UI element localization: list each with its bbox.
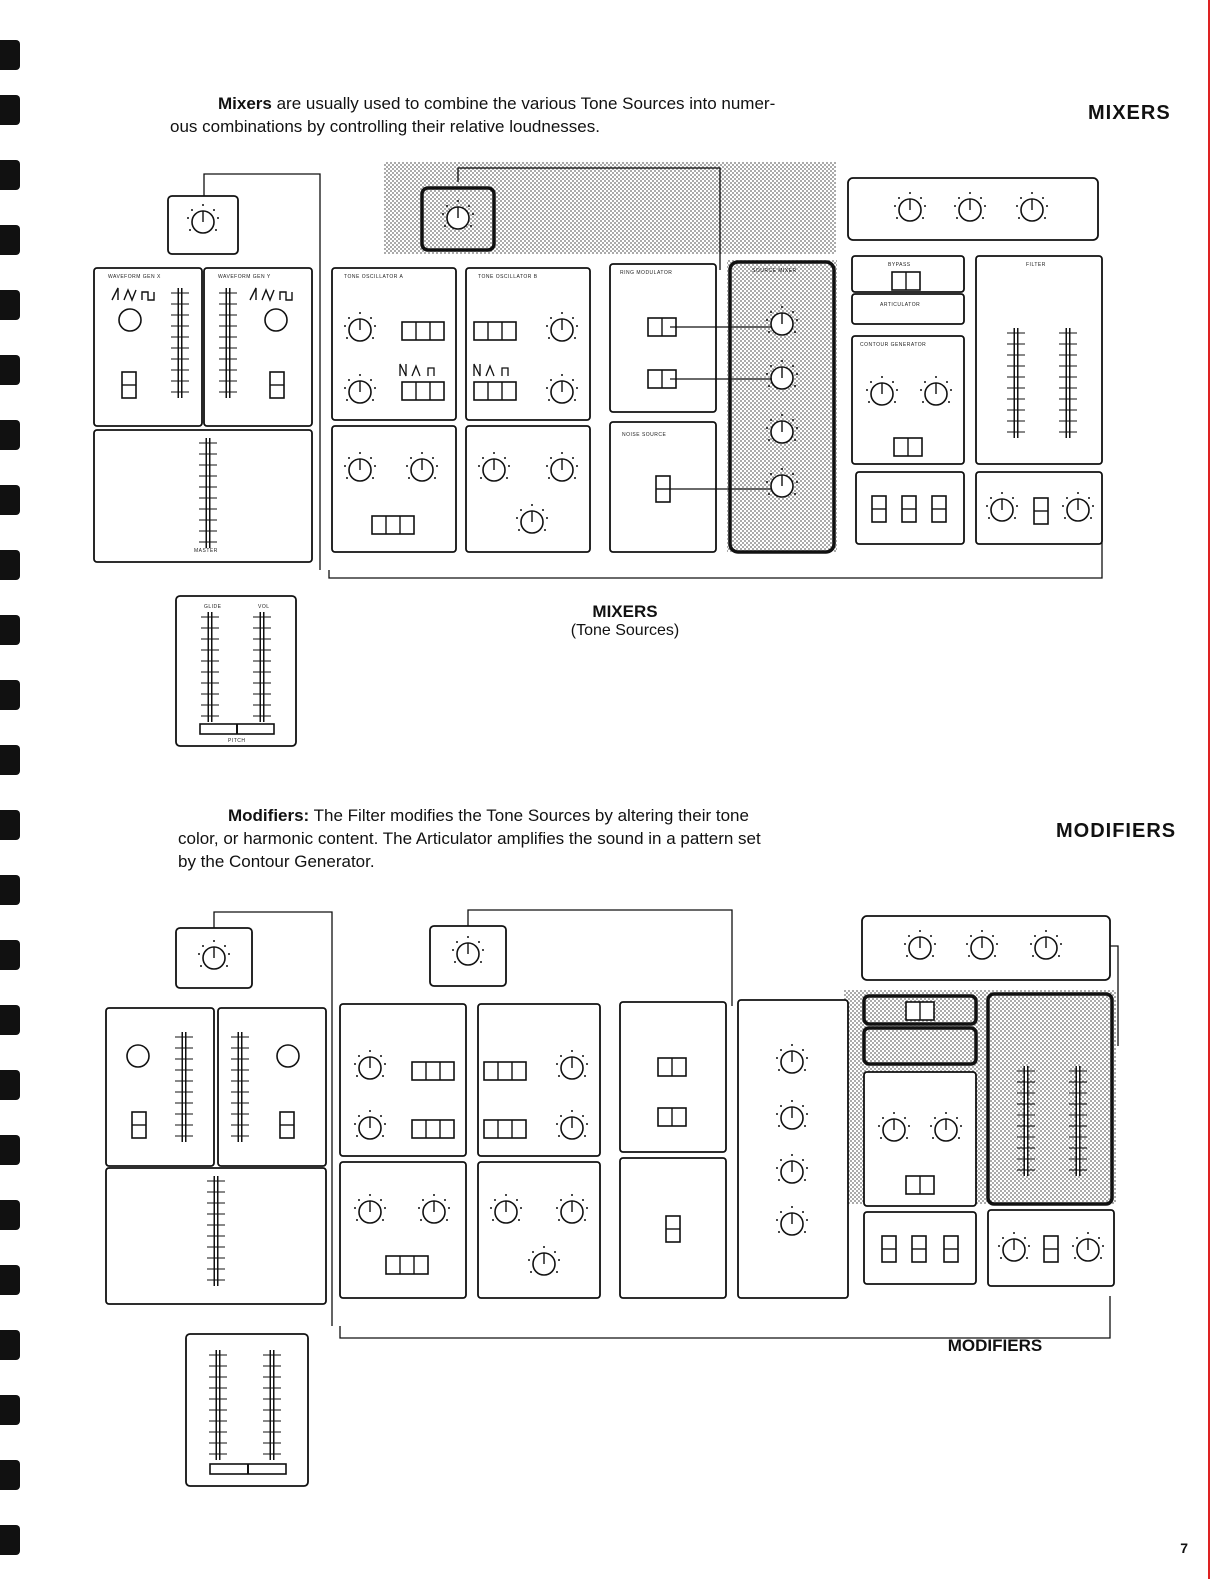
waveform-gen-x-panel-2 [106,1008,214,1166]
filter-control-inputs-panel-2 [988,1210,1114,1286]
page-number: 7 [1180,1540,1188,1556]
mixers-line2: ous combinations by controlling their relative loudnesses. [170,117,600,136]
contour-generator-panel [852,336,964,464]
mixers-lead: Mixers [218,94,272,113]
highlight-area-mixer [727,260,837,552]
svg-text:BYPASS: BYPASS [888,262,911,268]
waveform-gen-y-panel-2 [218,1008,326,1166]
modifiers-caption [910,1336,1080,1356]
waveform-gen-y-panel [204,268,312,426]
margin-rule [1208,0,1210,1579]
modifiers-line1: The Filter modifies the Tone Sources by altering their tone [309,806,749,825]
balance-ab-panel-2 [430,926,506,986]
noise-source-panel-2 [620,1158,726,1298]
svg-text:VOL: VOL [258,604,270,610]
pitch-control-b-panel [466,426,590,552]
tone-oscillator-a-panel-2 [340,1004,466,1156]
svg-text:WAVEFORM GEN Y: WAVEFORM GEN Y [218,274,271,280]
pitch-control-b-panel-2 [478,1162,600,1298]
svg-text:CONTOUR GENERATOR: CONTOUR GENERATOR [860,342,927,348]
modulation-knobs-panel [848,178,1098,240]
filter-control-inputs-panel [976,472,1102,544]
modifiers-line3: by the Contour Generator. [178,852,375,871]
modifiers-side-heading: MODIFIERS [1056,820,1177,842]
mixers-intro [170,92,930,138]
noise-source-panel [610,422,716,552]
svg-text:GLIDE: GLIDE [204,604,222,610]
svg-text:TONE OSCILLATOR B: TONE OSCILLATOR B [478,274,538,280]
waveform-gen-x-panel [94,268,202,426]
modifiers-diagram-svg [104,906,1124,1496]
tone-oscillator-b-panel-2 [478,1004,600,1156]
svg-text:RING MODULATOR: RING MODULATOR [620,270,673,276]
svg-text:WAVEFORM GEN X: WAVEFORM GEN X [108,274,161,280]
tone-oscillator-b-panel [466,268,590,420]
svg-text:NOISE SOURCE: NOISE SOURCE [622,432,667,438]
modifiers-lead: Modifiers: [228,806,310,825]
spiral-binding [0,0,20,1579]
trigger-inputs-panel-2 [864,1212,976,1284]
contour-generator-panel-2 [864,1072,976,1206]
mixers-caption [520,602,730,640]
filter-panel [976,256,1102,464]
pitch-control-a-panel [332,426,456,552]
modifiers-line2: color, or harmonic content. The Articulator amplifies the sound in a pattern set [178,829,761,848]
ring-modulator-panel [610,264,716,412]
glide-vol-panel-2 [186,1334,308,1486]
modifiers-caption-title: MODIFIERS [947,1336,1043,1355]
svg-text:FILTER: FILTER [1026,262,1046,268]
modifiers-intro [178,804,958,873]
balance-xy-panel-2 [176,928,252,988]
mixers-caption-sub: (Tone Sources) [570,622,680,639]
glide-vol-panel [176,596,296,746]
pitch-control-a-panel-2 [340,1162,466,1298]
svg-text:SOURCE MIXER: SOURCE MIXER [752,268,797,274]
modulation-knobs-panel-2 [862,916,1110,980]
trigger-inputs-panel [856,472,964,544]
svg-text:TONE OSCILLATOR A: TONE OSCILLATOR A [344,274,404,280]
articulator-panel [852,294,964,324]
mixers-diagram-svg [92,160,1122,750]
svg-text:MASTER: MASTER [194,548,218,554]
svg-text:PITCH: PITCH [228,738,246,744]
bypass-panel [852,256,964,292]
tone-oscillator-a-panel [332,268,456,420]
modifiers-diagram [104,906,1124,1496]
mixers-diagram [92,160,1122,750]
mixers-side-heading: MIXERS [1088,102,1171,124]
mixers-caption-title: MIXERS [592,602,658,621]
source-mixer-panel-2 [738,1000,848,1298]
mixers-line1: are usually used to combine the various Tone Sources into numer- [271,94,776,113]
master-panel-2 [106,1168,326,1304]
balance-xy-panel [168,196,238,254]
master-panel [94,430,312,562]
ring-modulator-panel-2 [620,1002,726,1152]
svg-text:ARTICULATOR: ARTICULATOR [880,302,921,308]
